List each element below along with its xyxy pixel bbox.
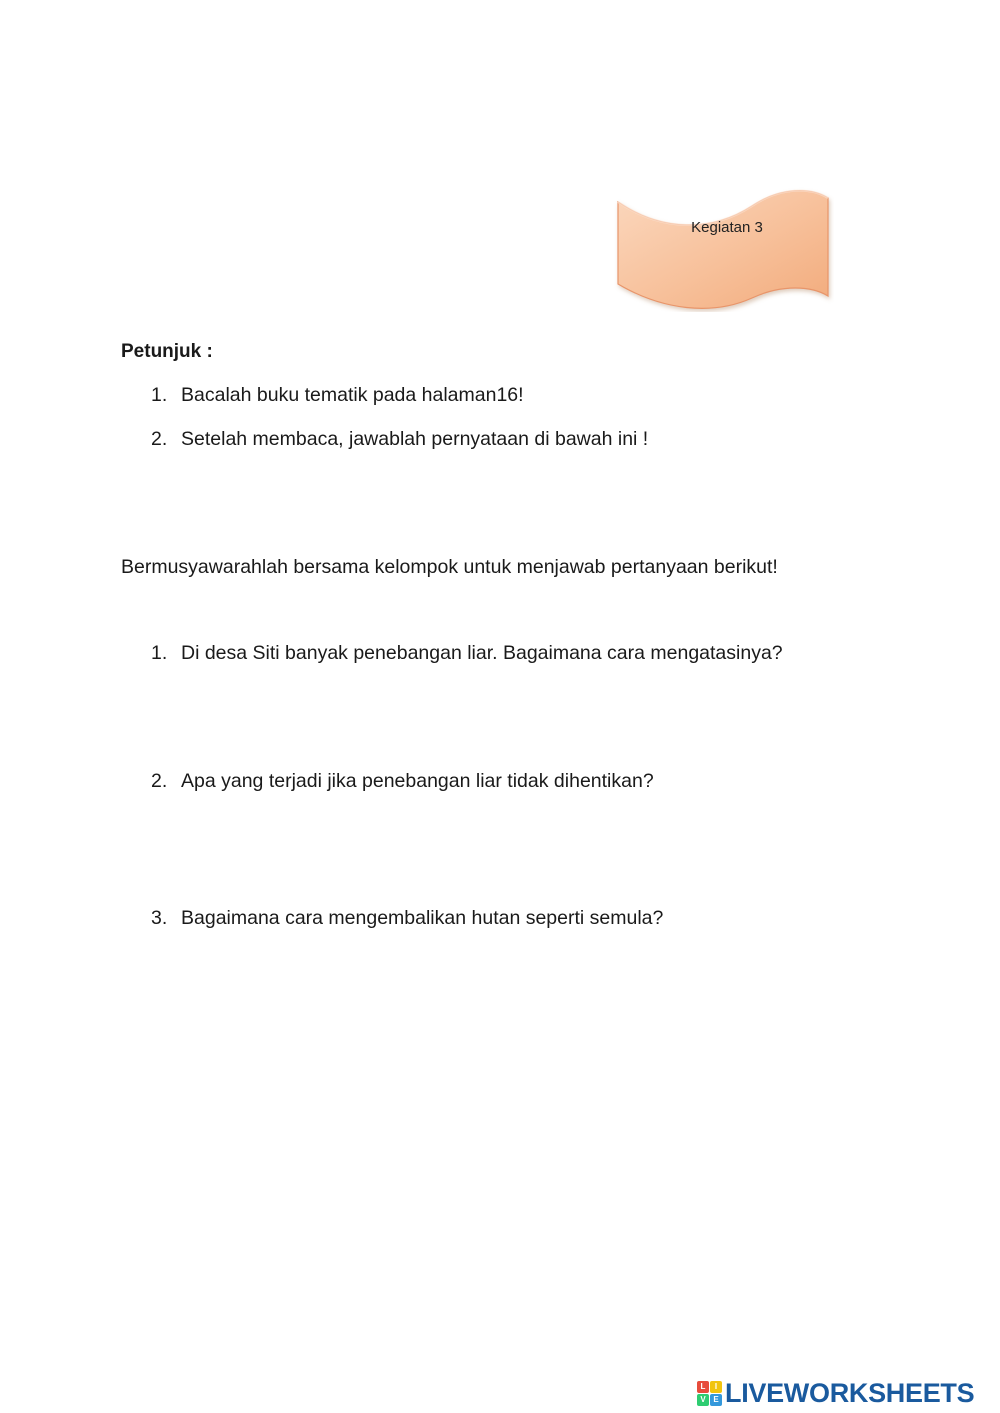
instructions-heading: Petunjuk :: [121, 341, 213, 362]
question-number: 3.: [151, 907, 168, 929]
logo-mark-cell: V: [697, 1394, 709, 1406]
logo-mark-cell: I: [710, 1381, 722, 1393]
list-number: 2.: [151, 428, 168, 450]
logo-wordmark: LIVEWORKSHEETS: [725, 1377, 975, 1408]
list-text: Setelah membaca, jawablah pernyataan di bawah ini !: [181, 428, 649, 450]
logo-mark-cell: L: [697, 1381, 709, 1393]
question-text: Bagaimana cara mengembalikan hutan seperti semula?: [181, 907, 664, 929]
activity-banner: [612, 186, 834, 312]
wavy-banner-shape: [612, 186, 834, 312]
discussion-instruction: Bermusyawarahlah bersama kelompok untuk menjawab pertanyaan berikut!: [121, 556, 778, 578]
liveworksheets-logo[interactable]: [697, 1377, 974, 1409]
question-number: 1.: [151, 642, 168, 664]
banner-title: Kegiatan 3: [691, 219, 763, 236]
list-number: 1.: [151, 384, 168, 406]
logo-mark-icon: [697, 1381, 722, 1406]
question-text: Di desa Siti banyak penebangan liar. Bagaimana cara mengatasinya?: [181, 642, 783, 664]
question-text: Apa yang terjadi jika penebangan liar tidak dihentikan?: [181, 770, 654, 792]
question-number: 2.: [151, 770, 168, 792]
logo-mark-cell: E: [710, 1394, 722, 1406]
list-text: Bacalah buku tematik pada halaman16!: [181, 384, 524, 406]
